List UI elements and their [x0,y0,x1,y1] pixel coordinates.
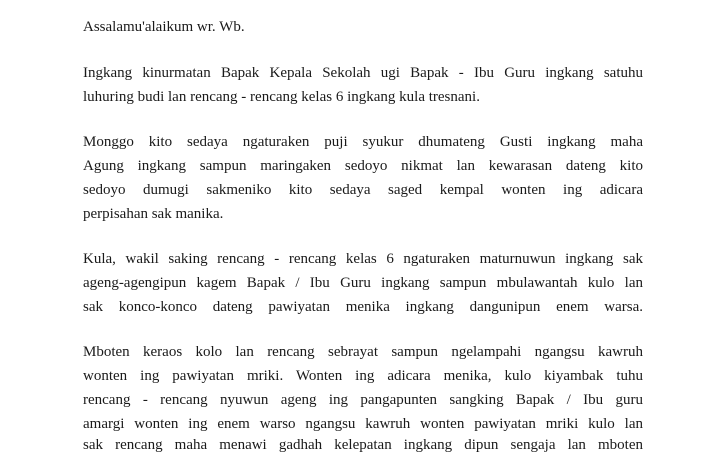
paragraph-1-line-2: luhuring budi lan rencang - rencang kelas 6 ingkang kula tresnani. [83,89,480,105]
paragraph-2-line-2: Agung ingkang sampun maringaken sedoyo nikmat lan kewarasan dateng kito [83,158,643,174]
paragraph-3-line-3: sak konco-konco dateng pawiyatan menika ingkang dangunipun enem warsa. [83,299,643,315]
paragraph-3-line-2: ageng-agengipun kagem Bapak / Ibu Guru ingkang sampun mbulawantah kulo lan [83,275,643,291]
paragraph-4-line-4: amargi wonten ing enem warso ngangsu kawruh wonten pawiyatan mriki kulo lan [83,416,643,432]
paragraph-4-line-1: Mboten keraos kolo lan rencang sebrayat sampun ngelampahi ngangsu kawruh [83,344,643,360]
paragraph-4-line-2: wonten ing pawiyatan mriki. Wonten ing adicara menika, kulo kiyambak tuhu [83,368,643,384]
paragraph-3-line-1: Kula, wakil saking rencang - rencang kelas 6 ngaturaken maturnuwun ingkang sak [83,251,643,267]
paragraph-2-line-4: perpisahan sak manika. [83,206,224,222]
greeting-line: Assalamu'alaikum wr. Wb. [83,19,245,35]
paragraph-1-line-1: Ingkang kinurmatan Bapak Kepala Sekolah ugi Bapak - Ibu Guru ingkang satuhu [83,65,643,81]
paragraph-2-line-3: sedoyo dumugi sakmeniko kito sedaya saged kempal wonten ing adicara [83,182,643,198]
paragraph-4-line-5: sak rencang maha menawi gadhah kelepatan ingkang dipun sengaja lan mboten [83,437,643,453]
paragraph-4-line-3: rencang - rencang nyuwun ageng ing pangapunten sangking Bapak / Ibu guru [83,392,643,408]
paragraph-2-line-1: Monggo kito sedaya ngaturaken puji syukur dhumateng Gusti ingkang maha [83,134,643,150]
